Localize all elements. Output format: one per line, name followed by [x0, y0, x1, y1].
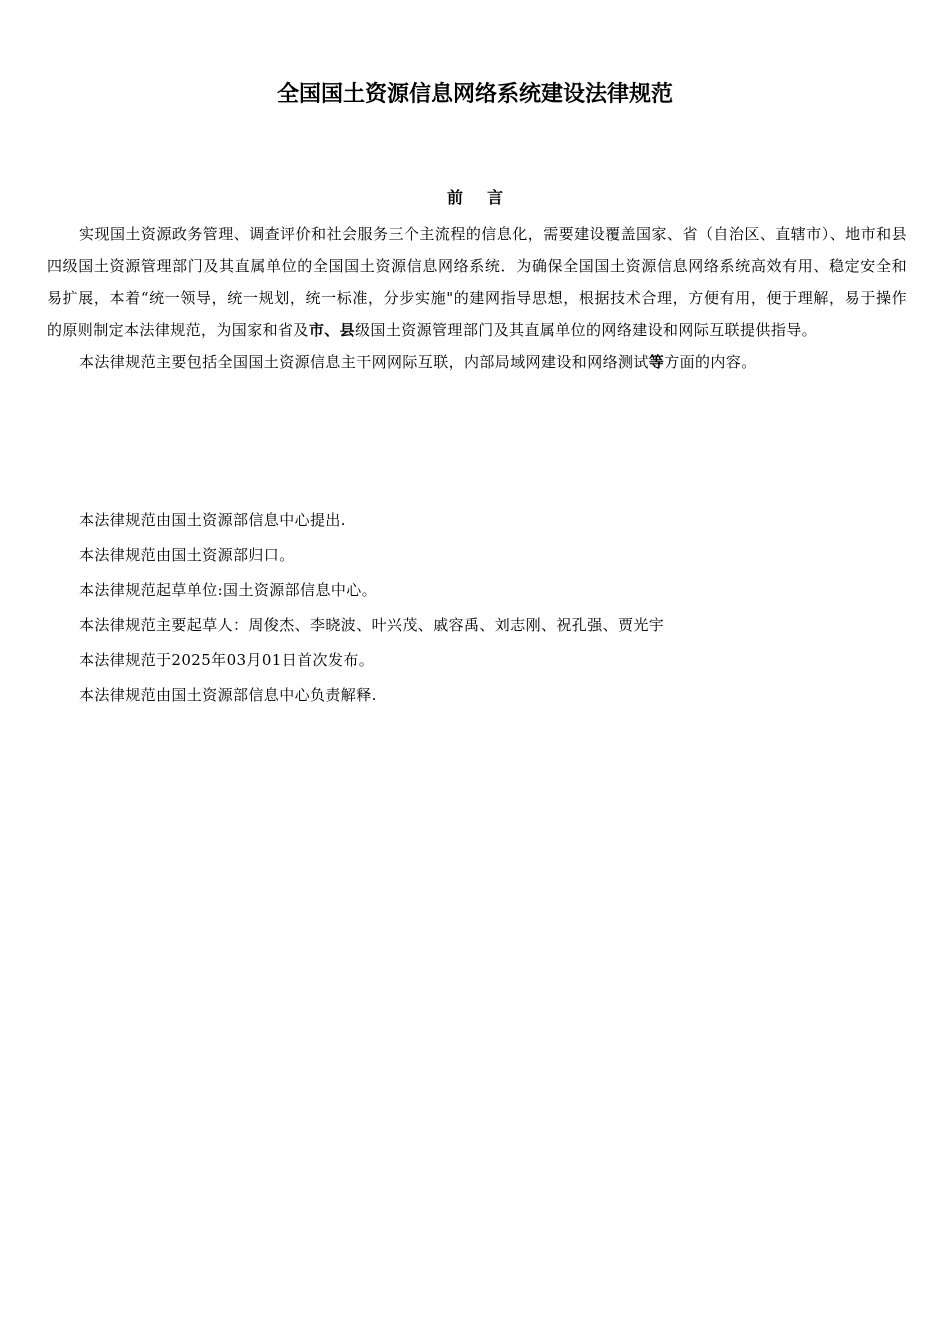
preface-paragraph-2 — [47, 346, 907, 378]
document-title: 全国国土资源信息网络系统建设法律规范 — [276, 82, 673, 107]
paragraph-1-text-b: 级国土资源管理部门及其直属单位的网络建设和网际互联提供指导。 — [355, 321, 818, 339]
info-line-release-date: 本法律规范于2025年03月01日首次发布。 — [79, 651, 375, 669]
info-line-proposer: 本法律规范由国土资源部信息中心提出. — [79, 511, 346, 529]
paragraph-2-text-b: 方面的内容。 — [664, 353, 757, 371]
document-info-list — [79, 503, 899, 713]
paragraph-2-text-a: 本法律规范主要包括全国国土资源信息主干网网际互联，内部局域网建设和网络测试 — [79, 353, 649, 371]
info-line-interpretation: 本法律规范由国土资源部信息中心负责解释. — [79, 686, 377, 704]
paragraph-1-bold-text: 市、县 — [308, 321, 356, 339]
preface-body — [47, 218, 907, 378]
preface-paragraph-1 — [47, 218, 907, 346]
info-line-drafting-unit: 本法律规范起草单位:国土资源部信息中心。 — [79, 581, 378, 599]
paragraph-2-bold-text: 等 — [648, 353, 665, 371]
section-heading-preface: 前言 — [446, 188, 527, 207]
paragraph-1-text-a: 实现国土资源政务管理、调查评价和社会服务三个主流程的信息化，需要建设覆盖国家、省（自治区、直辖市）、地市和县四级国土资源管理部门及其直属单位的全国国土资源信息网络系统．为确保全国国土资源信息网络系统高效有用、稳定安全和易扩展，本着“统一领导，统一规划，统一标准，分步实施"的建网指导思想，根据技术合理，方便有用，便于理解，易于操作的原则制定本法律规范，为国家和省及 — [47, 225, 907, 339]
info-line-administrator: 本法律规范由国土资源部归口。 — [79, 546, 295, 564]
info-line-drafters: 本法律规范主要起草人：周俊杰、李晓波、叶兴茂、戚容禹、刘志刚、祝孔强、贾光宇 — [79, 616, 665, 634]
